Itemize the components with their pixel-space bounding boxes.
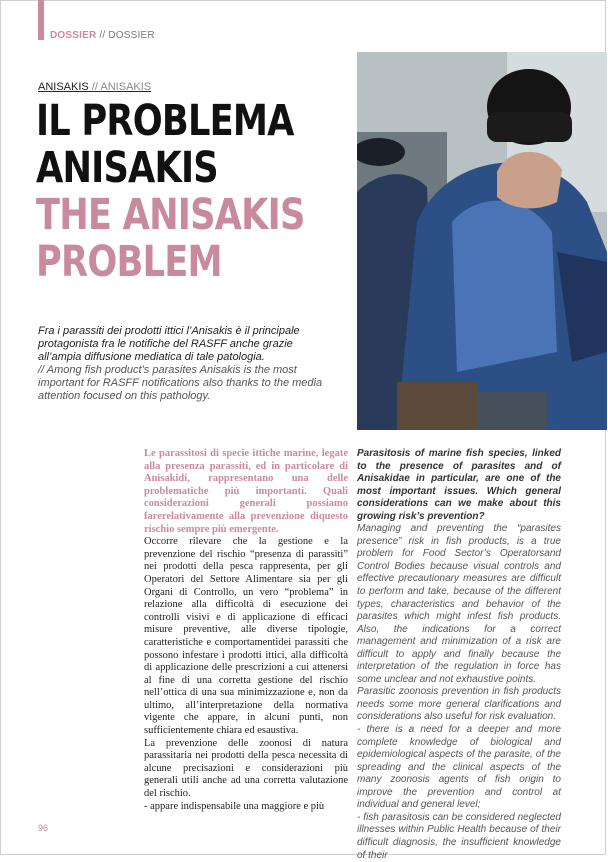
- section-accent-bar: [38, 0, 44, 40]
- section-label-it: DOSSIER: [50, 30, 97, 41]
- body-en-paragraph-4: - fish parasitosis can be considered neglected illnesses within Public Health because of their difficult diagnosis, the insufficient knowledge of their: [357, 811, 561, 861]
- intro-it: Fra i parassiti dei prodotti ittici l’Anisakis è il principale protagonista fra le notifiche del RASFF anche grazie all’ampia diffusione mediatica di tale patologia.: [38, 325, 300, 363]
- intro-separator: //: [38, 364, 45, 376]
- section-label: [50, 30, 155, 41]
- title-it-line-1: IL PROBLEMA: [36, 96, 294, 146]
- article-intro: [38, 325, 338, 403]
- body-column-english: [357, 448, 561, 862]
- article-title: [36, 96, 305, 287]
- title-it-line-2: ANISAKIS: [36, 143, 218, 193]
- body-it-lead: Le parassitosi di specie ittiche marine, legate alla presenza parassiti, ed in particolare di Anisakidi, rappresentano una delle problematiche più importanti. Quali considerazioni generali possiamo farerelativamente alla prevenzione diquesto rischio sempre più emergente.: [144, 448, 348, 535]
- intro-en: [38, 364, 338, 403]
- kicker-en: ANISAKIS: [100, 81, 152, 93]
- title-en-line-2: PROBLEM: [36, 237, 222, 287]
- title-en-line-1: THE ANISAKIS: [36, 190, 305, 240]
- kicker-separator: //: [91, 81, 98, 93]
- body-en-paragraph-3: - there is a need for a deeper and more complete knowledge of biological and epidemiological aspects of the parasite, of the spreading and the clinical aspects of the many zoonosis agents of fish origin to improve the prevention and control at individual and general level;: [357, 724, 561, 811]
- fishermen-photo-illustration: [357, 52, 607, 430]
- body-en-lead: Parasitosis of marine fish species, linked to the presence of parasites and of Anisakidae in particular, are one of the most important issues. Which general considerations can we make about this growing risk’s prevention?: [357, 448, 561, 522]
- body-en-paragraph-2: Parasitic zoonosis prevention in fish products needs some more general clarifications and considerations also useful for risk evaluation.: [357, 686, 561, 723]
- fishermen-photo: [357, 52, 607, 430]
- body-en-paragraph-1: Managing and preventing the “parasites presence” risk in fish products, is a true problem for Food Sector’s Operatorsand Control Bodies because visual controls and effective precautionary measures are difficult to perform and take, because of the different types, characteristics and behavior of the parasites which might infest fish products. Also, the indications for a correct management and minimization of a risk are difficult to apply and finally because the interpretation of the regulation in force has some unclear and not exhaustive points.: [357, 523, 561, 685]
- body-it-paragraph-2: La prevenzione delle zoonosi di natura parassitaria nei prodotti della pesca necessita di alcune precisazioni e considerazioni più generali utili anche ad una corretta valutazione del rischio.: [144, 737, 348, 800]
- body-column-italian: [144, 448, 348, 813]
- intro-en-text: Among fish product’s parasites Anisakis is the most important for RASFF notifications also thanks to the media attention focused on this pathology.: [38, 364, 323, 402]
- kicker-it: ANISAKIS: [38, 81, 89, 93]
- article-kicker: [38, 81, 151, 93]
- section-label-separator: //: [99, 30, 106, 41]
- body-it-paragraph-1: Occorre rilevare che la gestione e la prevenzione del rischio “presenza di parassiti” nei prodotti della pesca rappresenta, per gli Operatori del Settore Alimentare sia per gli Organi di Controllo, un vero “problema” in relazione alla difficoltà di esecuzione dei controlli visivi e di applicazione di efficaci misure preventive, alle diverse tipologie, caratteristiche e comportamentidei parassiti che possono infestare i prodotti ittici, alla difficoltà di applicazione delle prescrizioni a cui attenersi al fine di una corretta gestione del rischio nell’ottica di una sua minimizzazione e, non da ultimo, all’interpretazione della normativa vigente che appare, in alcuni punti, non sufficientemente chiara ed esaustiva.: [144, 536, 348, 737]
- body-it-paragraph-3: - appare indispensabile una maggiore e più: [144, 800, 325, 812]
- page-number: 96: [38, 823, 49, 833]
- section-label-en: DOSSIER: [108, 30, 155, 41]
